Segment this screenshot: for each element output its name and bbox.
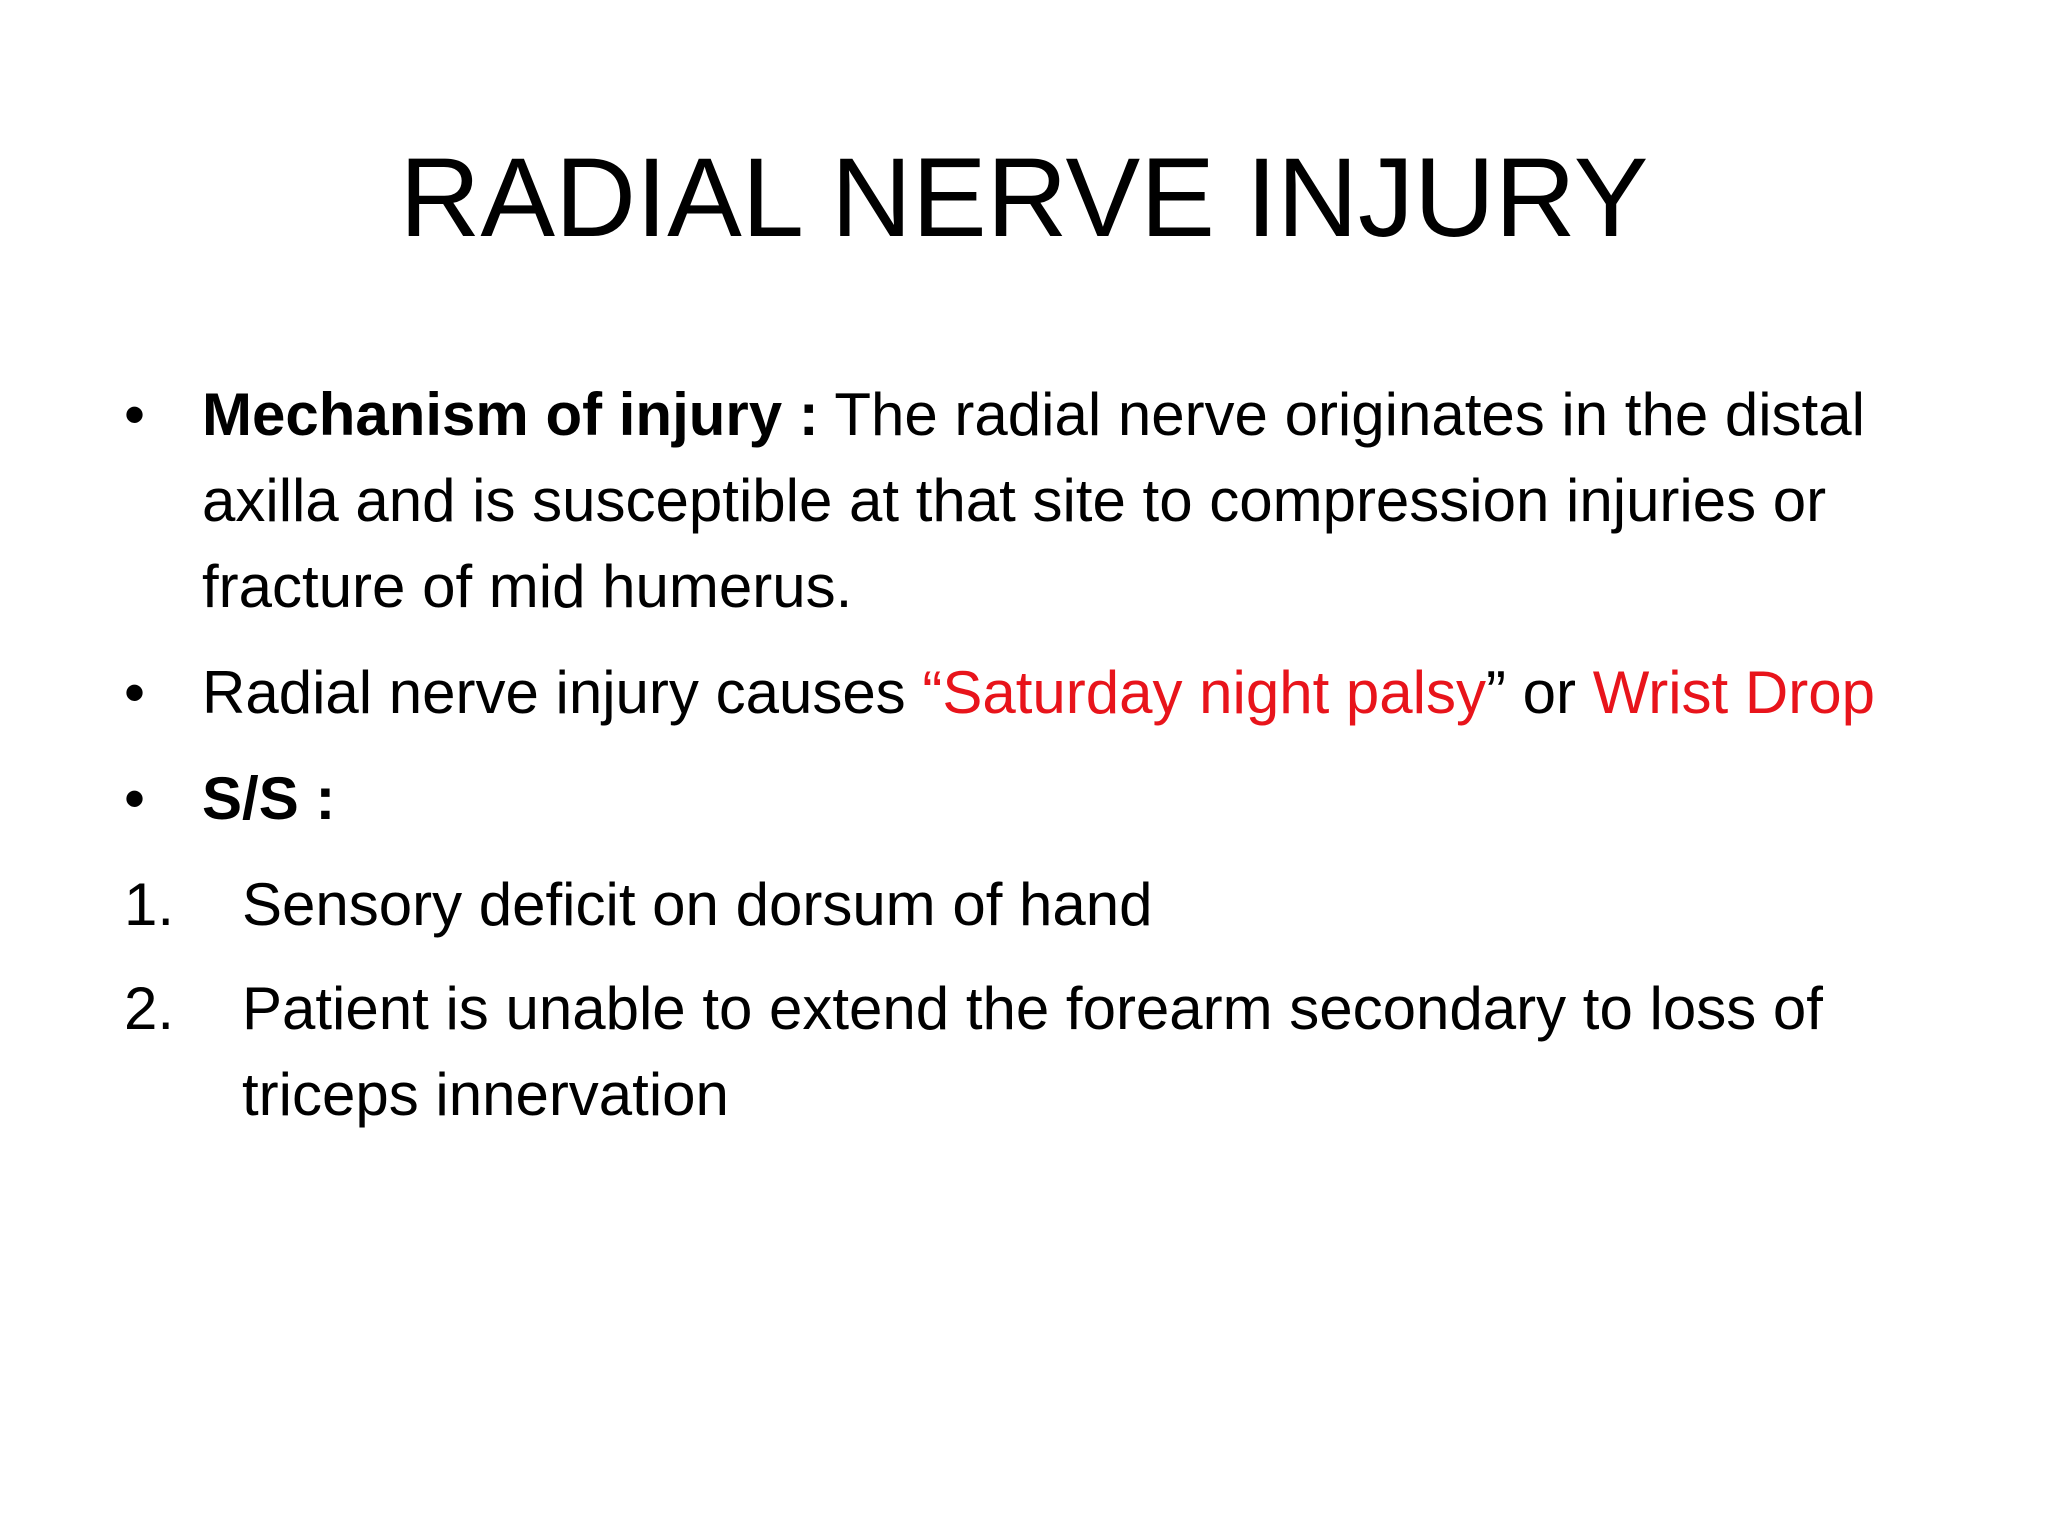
signs-symptoms-label: S/S : [202,765,336,832]
bullet-icon: • [124,381,146,448]
saturday-night-palsy-highlight: “Saturday night palsy [922,659,1487,726]
mechanism-text: The radial nerve originates in the distal axilla and is susceptible at that site to compression injuries or fracture of mid humerus. [202,381,1865,620]
numbered-item-2 [124,966,1984,1138]
list-number: 1. [124,871,175,938]
slide-body [124,372,1984,1156]
bullet-palsy [124,650,1984,736]
numbered-item-1 [124,862,1984,948]
list-number: 2. [124,975,175,1042]
slide-title: RADIAL NERVE INJURY [399,135,1649,260]
numbered-item-text: Patient is unable to extend the forearm secondary to loss of triceps innervation [242,975,1823,1128]
bullet-signs-symptoms [124,756,1984,842]
wrist-drop-highlight: Wrist Drop [1592,659,1875,726]
palsy-text-before: Radial nerve injury causes [202,659,923,726]
numbered-item-text: Sensory deficit on dorsum of hand [242,871,1153,938]
bullet-mechanism [124,372,1984,630]
bullet-icon: • [124,765,146,832]
mechanism-label: Mechanism of injury : [202,381,819,448]
palsy-text-middle: ” or [1486,659,1593,726]
bullet-icon: • [124,659,146,726]
